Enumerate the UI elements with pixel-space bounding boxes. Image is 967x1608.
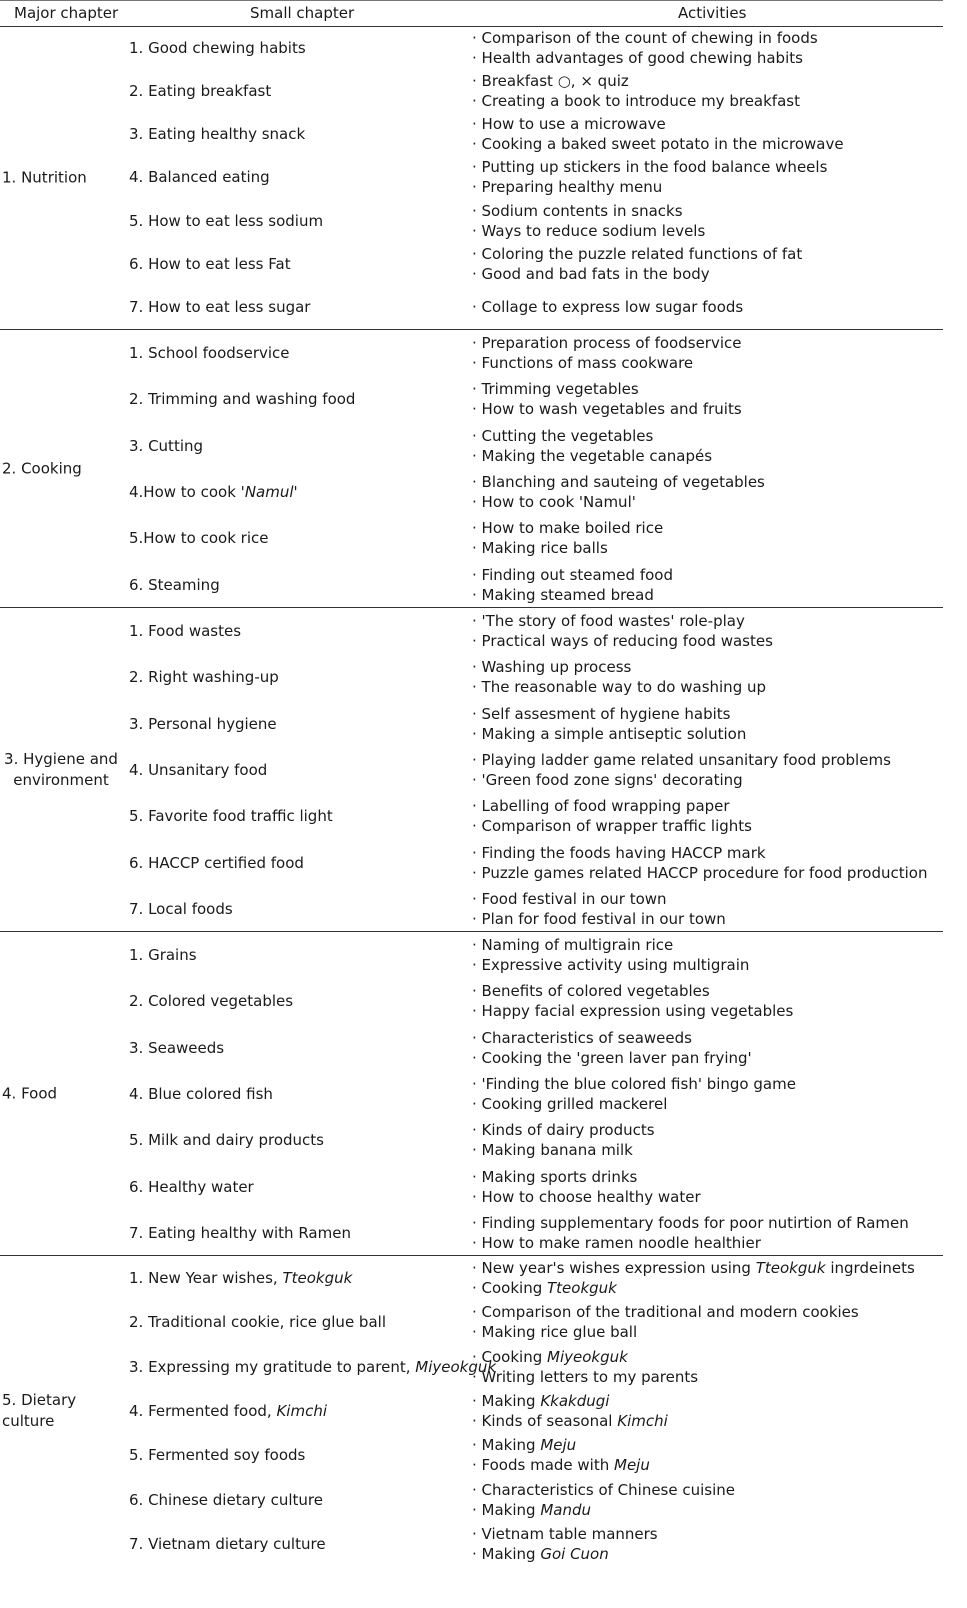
- small-chapter: 2. Eating breakfast: [129, 81, 272, 100]
- activity-item: · Good and bad fats in the body: [472, 265, 710, 284]
- activity-item: · How to make boiled rice: [472, 519, 664, 538]
- table-header: [0, 0, 943, 27]
- activity-item: · Food festival in our town: [472, 889, 667, 908]
- activity-item: · Foods made with Meju: [472, 1456, 650, 1475]
- table-row: [0, 608, 943, 654]
- small-chapter: 2. Traditional cookie, rice glue ball: [129, 1313, 386, 1332]
- activities-cell: [472, 1120, 942, 1160]
- activities-cell: [472, 935, 942, 975]
- activity-item: · Functions of mass cookware: [472, 354, 694, 373]
- small-chapter: 4. Unsanitary food: [129, 760, 268, 779]
- activities-cell: [472, 611, 942, 651]
- activities-cell: [472, 71, 942, 111]
- small-chapter: 5. Favorite food traffic light: [129, 807, 333, 826]
- activity-item: · Ways to reduce sodium levels: [472, 221, 706, 240]
- activity-item: · Kinds of seasonal Kimchi: [472, 1411, 668, 1430]
- activity-item: · Preparation process of foodservice: [472, 334, 742, 353]
- major-chapter: 1. Nutrition: [2, 168, 87, 186]
- activities-cell: [472, 657, 942, 697]
- activity-item: · Comparison of the traditional and modern cookies: [472, 1303, 859, 1322]
- activity-item: · Sodium contents in snacks: [472, 201, 683, 220]
- small-chapter: 1. School foodservice: [129, 344, 290, 363]
- table-row: [0, 376, 943, 422]
- table-row: [0, 1522, 943, 1566]
- activity-item: · Washing up process: [472, 658, 632, 677]
- activity-item: · Characteristics of seaweeds: [472, 1028, 692, 1047]
- activity-item: · Self assesment of hygiene habits: [472, 704, 731, 723]
- table-row: [0, 423, 943, 469]
- activities-cell: [472, 114, 942, 154]
- activities-cell: [472, 704, 942, 744]
- activity-item: · The reasonable way to do washing up: [472, 678, 767, 697]
- activity-item: · Making Meju: [472, 1436, 577, 1455]
- table-row: [0, 839, 943, 885]
- activities-cell: [472, 297, 942, 317]
- activity-item: · Health advantages of good chewing habits: [472, 48, 803, 67]
- activities-cell: [472, 1347, 942, 1387]
- activity-item: · How to choose healthy water: [472, 1187, 701, 1206]
- header-major-chapter: Major chapter: [14, 4, 119, 22]
- activities-cell: [472, 1302, 942, 1342]
- activity-item: · Expressive activity using multigrain: [472, 956, 750, 975]
- small-chapter: 7. Local foods: [129, 899, 233, 918]
- header-small-chapter: Small chapter: [250, 4, 355, 22]
- activities-cell: [472, 244, 942, 284]
- small-chapter: 6. Chinese dietary culture: [129, 1490, 323, 1509]
- table-row: [0, 701, 943, 747]
- activity-item: · Finding the foods having HACCP mark: [472, 843, 766, 862]
- activities-cell: [472, 201, 942, 241]
- activity-item: · How to make ramen noodle healthier: [472, 1233, 761, 1252]
- small-chapter: 3. Seaweeds: [129, 1038, 225, 1057]
- activity-item: · Finding supplementary foods for poor nutirtion of Ramen: [472, 1213, 909, 1232]
- activity-item: · Blanching and sauteing of vegetables: [472, 473, 765, 492]
- activity-item: · Preparing healthy menu: [472, 178, 663, 197]
- chapter-group: [0, 1255, 943, 1566]
- activity-item: · Cooking the 'green laver pan frying': [472, 1048, 752, 1067]
- activity-item: · Making sports drinks: [472, 1167, 638, 1186]
- major-chapter: 3. Hygiene and environment: [4, 750, 118, 789]
- activities-cell: [472, 1167, 942, 1207]
- table-row: [0, 1163, 943, 1209]
- activities-cell: [472, 1074, 942, 1114]
- activity-item: · Practical ways of reducing food wastes: [472, 632, 773, 651]
- activity-item: · 'Green food zone signs' decorating: [472, 770, 743, 789]
- small-chapter: 1. New Year wishes, Tteokguk: [129, 1269, 353, 1288]
- small-chapter: 3. Cutting: [129, 436, 204, 455]
- table-row: [0, 26, 943, 69]
- activities-cell: [472, 981, 942, 1021]
- small-chapter: 3. Personal hygiene: [129, 714, 277, 733]
- table-row: [0, 1210, 943, 1256]
- small-chapter: 4. Fermented food, Kimchi: [129, 1401, 328, 1420]
- header-activities: Activities: [678, 4, 747, 22]
- activity-item: · Making steamed bread: [472, 585, 654, 604]
- activity-item: · Happy facial expression using vegetables: [472, 1002, 794, 1021]
- activities-cell: [472, 750, 942, 790]
- table-row: [0, 1433, 943, 1477]
- table-row: [0, 654, 943, 700]
- small-chapter: 6. HACCP certified food: [129, 853, 304, 872]
- activity-item: · Vietnam table manners: [472, 1524, 658, 1543]
- small-chapter: 5.How to cook rice: [129, 529, 269, 548]
- table-row: [0, 1389, 943, 1433]
- table-row: [0, 515, 943, 561]
- activities-cell: [472, 889, 942, 929]
- activities-cell: [472, 1524, 942, 1564]
- activity-item: · Playing ladder game related unsanitary food problems: [472, 750, 891, 769]
- activities-cell: [472, 565, 942, 605]
- activity-item: · Making Mandu: [472, 1500, 591, 1519]
- activities-cell: [472, 843, 942, 883]
- small-chapter: 2. Right washing-up: [129, 668, 279, 687]
- activity-item: · Naming of multigrain rice: [472, 936, 674, 955]
- table-row: [0, 286, 943, 329]
- major-chapter: 2. Cooking: [2, 459, 82, 478]
- small-chapter: 1. Grains: [129, 946, 197, 965]
- activities-cell: [472, 472, 942, 512]
- table-row: [0, 932, 943, 978]
- table-row: [0, 156, 943, 199]
- activity-item: · Making banana milk: [472, 1141, 633, 1160]
- activity-item: · Making the vegetable canapés: [472, 446, 713, 465]
- activity-item: · Writing letters to my parents: [472, 1367, 699, 1386]
- activity-item: · Comparison of wrapper traffic lights: [472, 817, 752, 836]
- activity-item: · Making a simple antiseptic solution: [472, 724, 747, 743]
- activity-item: · How to wash vegetables and fruits: [472, 400, 742, 419]
- table-row: [0, 1300, 943, 1344]
- activities-cell: [472, 28, 942, 68]
- table-row: [0, 562, 943, 608]
- major-chapter: 5. Dietary culture: [2, 1391, 77, 1430]
- activity-item: · How to cook 'Namul': [472, 493, 636, 512]
- small-chapter: 5. Milk and dairy products: [129, 1131, 324, 1150]
- activities-cell: [472, 1213, 942, 1253]
- table-row: [0, 1477, 943, 1521]
- activity-item: · Making rice balls: [472, 539, 608, 558]
- activities-cell: [472, 333, 942, 373]
- small-chapter: 6. Steaming: [129, 575, 220, 594]
- activity-item: · Collage to express low sugar foods: [472, 298, 744, 317]
- small-chapter: 1. Food wastes: [129, 622, 242, 641]
- activity-item: · Kinds of dairy products: [472, 1121, 655, 1140]
- small-chapter: 6. How to eat less Fat: [129, 255, 291, 274]
- small-chapter: 4. Balanced eating: [129, 168, 270, 187]
- activity-item: · Creating a book to introduce my breakfast: [472, 91, 800, 110]
- activities-cell: [472, 1258, 942, 1298]
- activities-cell: [472, 1391, 942, 1431]
- activity-item: · Comparison of the count of chewing in foods: [472, 28, 818, 47]
- activity-item: · Cooking Miyeokguk: [472, 1347, 628, 1366]
- table-row: [0, 1025, 943, 1071]
- activities-cell: [472, 796, 942, 836]
- activities-cell: [472, 1028, 942, 1068]
- small-chapter: 4.How to cook 'Namul': [129, 483, 298, 502]
- small-chapter: 3. Expressing my gratitude to parent, Miyeokguk: [129, 1357, 497, 1376]
- activity-item: · Puzzle games related HACCP procedure for food production: [472, 863, 928, 882]
- activity-item: · Cutting the vegetables: [472, 426, 654, 445]
- small-chapter: 2. Trimming and washing food: [129, 390, 356, 409]
- small-chapter: 5. How to eat less sodium: [129, 211, 324, 230]
- activity-item: · 'The story of food wastes' role-play: [472, 612, 745, 631]
- table-row: [0, 747, 943, 793]
- activity-item: · Characteristics of Chinese cuisine: [472, 1480, 736, 1499]
- activities-cell: [472, 518, 942, 558]
- small-chapter: 4. Blue colored fish: [129, 1084, 273, 1103]
- activity-item: · Plan for food festival in our town: [472, 909, 726, 928]
- chapter-group: [0, 26, 943, 329]
- table-row: [0, 199, 943, 242]
- activity-item: · Coloring the puzzle related functions of fat: [472, 245, 803, 264]
- table-row: [0, 1071, 943, 1117]
- chapter-group: [0, 329, 943, 608]
- small-chapter: 6. Healthy water: [129, 1177, 254, 1196]
- table-row: [0, 242, 943, 285]
- small-chapter: 5. Fermented soy foods: [129, 1446, 306, 1465]
- activity-item: · New year's wishes expression using Tteokguk ingrdeinets: [472, 1259, 915, 1278]
- table-row: [0, 886, 943, 932]
- activity-item: · Making rice glue ball: [472, 1323, 638, 1342]
- table-row: [0, 469, 943, 515]
- activity-item: · Making Kkakdugi: [472, 1391, 610, 1410]
- activity-item: · Putting up stickers in the food balance wheels: [472, 158, 828, 177]
- small-chapter: 7. How to eat less sugar: [129, 298, 311, 317]
- small-chapter: 2. Colored vegetables: [129, 992, 294, 1011]
- small-chapter: 7. Vietnam dietary culture: [129, 1534, 326, 1553]
- activity-item: · Cooking Tteokguk: [472, 1279, 617, 1298]
- activities-cell: [472, 1480, 942, 1520]
- activities-cell: [472, 426, 942, 466]
- table-row: [0, 978, 943, 1024]
- activity-item: · 'Finding the blue colored fish' bingo game: [472, 1074, 796, 1093]
- activity-item: · How to use a microwave: [472, 115, 666, 134]
- activity-item: · Trimming vegetables: [472, 380, 639, 399]
- small-chapter: 7. Eating healthy with Ramen: [129, 1223, 351, 1242]
- activities-cell: [472, 379, 942, 419]
- activity-item: · Cooking grilled mackerel: [472, 1094, 668, 1113]
- major-chapter: 4. Food: [2, 1084, 58, 1103]
- activity-item: · Breakfast ○, × quiz: [472, 71, 629, 90]
- table-row: [0, 1117, 943, 1163]
- activities-cell: [472, 1435, 942, 1475]
- chapter-group: [0, 607, 943, 932]
- table-row: [0, 1345, 943, 1389]
- activity-item: · Finding out steamed food: [472, 565, 673, 584]
- chapter-group: [0, 931, 943, 1256]
- table-row: [0, 113, 943, 156]
- activities-cell: [472, 157, 942, 197]
- activity-item: · Making Goi Cuon: [472, 1544, 609, 1563]
- table-row: [0, 1256, 943, 1300]
- small-chapter: 1. Good chewing habits: [129, 38, 306, 57]
- activity-item: · Cooking a baked sweet potato in the microwave: [472, 135, 844, 154]
- small-chapter: 3. Eating healthy snack: [129, 125, 306, 144]
- activity-item: · Benefits of colored vegetables: [472, 982, 710, 1001]
- table-row: [0, 330, 943, 376]
- table-row: [0, 69, 943, 112]
- activity-item: · Labelling of food wrapping paper: [472, 797, 730, 816]
- table-row: [0, 793, 943, 839]
